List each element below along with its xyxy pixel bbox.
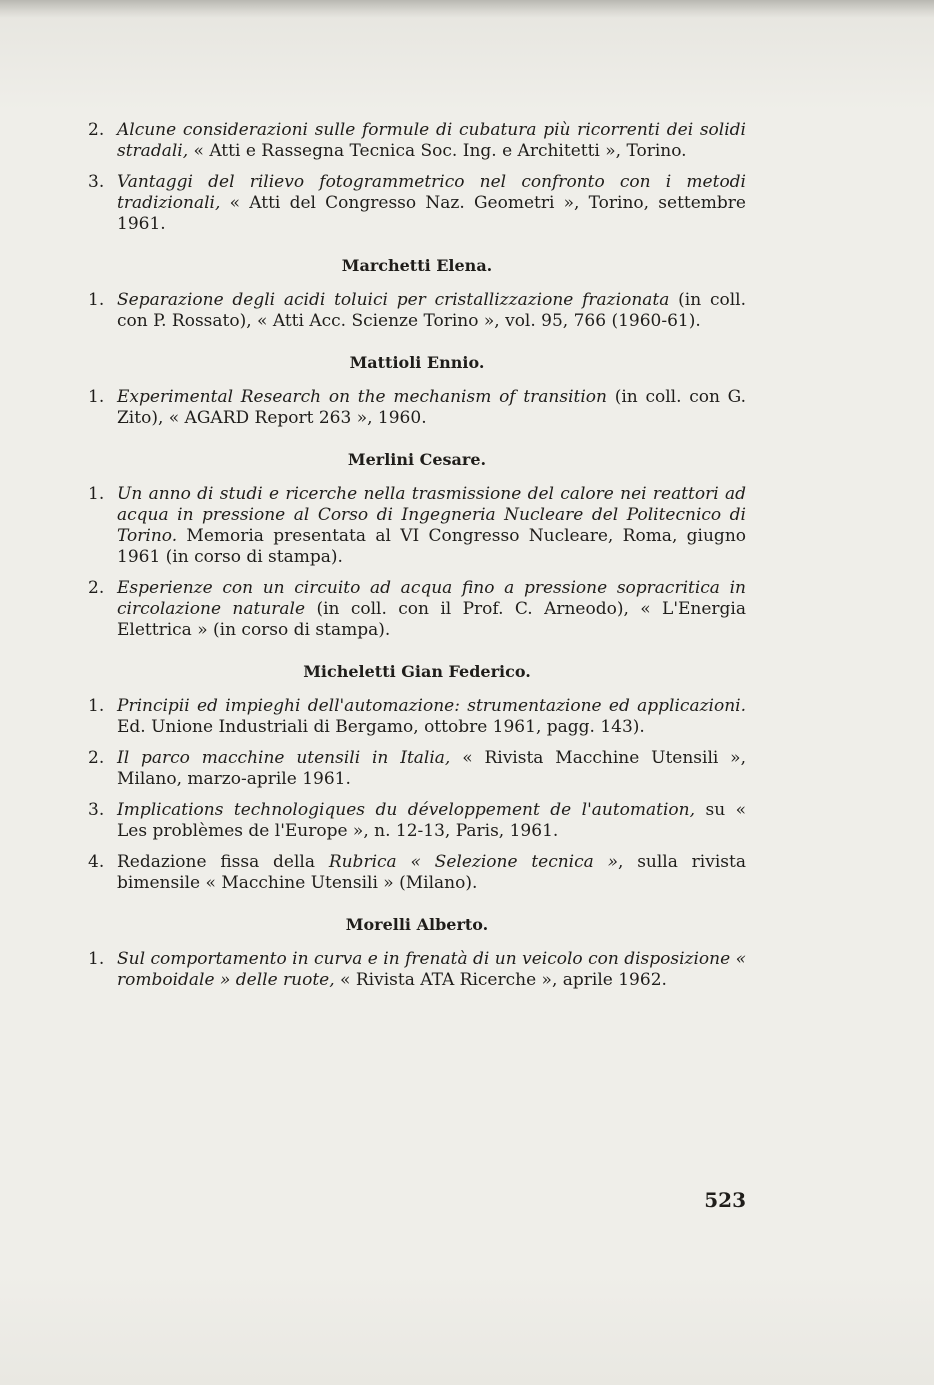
entry-title: Principii ed impieghi dell'automazione: strumentazione ed applicazioni. (117, 696, 746, 716)
entry-title: Un anno di studi e ricerche nella trasmissione del calore nei reattori ad acqua in pressione al Corso di Ingegneria Nucleare del Politecnico di Torino. (117, 484, 746, 546)
author-heading: Micheletti Gian Federico. (303, 662, 531, 681)
entry-details: (in coll. con P. Rossato), « Atti Acc. Scienze Torino », vol. 95, 766 (1960-61). (117, 290, 746, 331)
author-section (88, 120, 746, 235)
entry-number: 3. (88, 172, 105, 192)
author-section (88, 352, 746, 429)
scan-top-edge (0, 0, 934, 18)
bibliography-entry (88, 852, 746, 894)
entry-title: Vantaggi del rilievo fotogrammetrico nel confronto con i metodi tradizionali, (117, 172, 746, 213)
entry-number: 2. (88, 120, 105, 140)
entry-details: Ed. Unione Industriali di Bergamo, ottobre 1961, pagg. 143). (117, 717, 645, 737)
bibliography-entry (88, 290, 746, 332)
bibliography-entry (88, 172, 746, 235)
entry-number: 1. (88, 484, 105, 504)
bibliography-entry (88, 484, 746, 568)
entry-details: su « Les problèmes de l'Europe », n. 12-13, Paris, 1961. (117, 800, 746, 841)
page-number: 523 (704, 1188, 746, 1212)
entry-number: 2. (88, 748, 105, 768)
entry-title: Sul comportamento in curva e in frenatà di un veicolo con disposizione « romboidale » delle ruote, (117, 949, 746, 990)
rubric-name: Rubrica « Selezione tecnica » (328, 852, 618, 872)
bibliography-entry (88, 578, 746, 641)
entry-title: Esperienze con un circuito ad acqua fino a pressione sopracritica in circolazione naturale (117, 578, 746, 619)
entry-title: Implications technologiques du développement de l'automation, (117, 800, 696, 820)
bibliography-entry (88, 748, 746, 790)
bibliography-entry (88, 696, 746, 738)
entry-number: 3. (88, 800, 105, 820)
entry-details: « Atti e Rassegna Tecnica Soc. Ing. e Architetti », Torino. (188, 141, 687, 161)
entry-title: Alcune considerazioni sulle formule di cubatura più ricorrenti dei solidi stradali, (117, 120, 746, 161)
author-section (88, 661, 746, 894)
entry-number: 1. (88, 387, 105, 407)
entry-details: « Rivista Macchine Utensili », Milano, marzo-aprile 1961. (117, 748, 746, 789)
entry-title: Il parco macchine utensili in Italia, (117, 748, 451, 768)
bibliography-entry (88, 387, 746, 429)
entry-number: 1. (88, 949, 105, 969)
entry-details: Redazione fissa della Rubrica « Selezione tecnica », sulla rivista bimensile « Macchine Utensili » (Milano). (117, 852, 746, 893)
entry-number: 1. (88, 290, 105, 310)
bibliography-entry (88, 800, 746, 842)
entry-details: « Rivista ATA Ricerche », aprile 1962. (334, 970, 667, 990)
author-heading: Mattioli Ennio. (349, 353, 485, 372)
entry-details: « Atti del Congresso Naz. Geometri », Torino, settembre 1961. (117, 193, 746, 234)
author-section (88, 914, 746, 991)
sections-container (88, 120, 746, 991)
entry-details: Memoria presentata al VI Congresso Nucleare, Roma, giugno 1961 (in corso di stampa). (117, 526, 746, 567)
entry-number: 2. (88, 578, 105, 598)
entry-title: Separazione degli acidi toluici per cristallizzazione frazionata (117, 290, 670, 310)
author-heading: Morelli Alberto. (345, 915, 489, 934)
bibliography-list (88, 120, 746, 1001)
author-heading: Merlini Cesare. (347, 450, 487, 469)
entry-details: (in coll. con G. Zito), « AGARD Report 263 », 1960. (117, 387, 747, 428)
author-section (88, 449, 746, 641)
author-heading: Marchetti Elena. (341, 256, 493, 275)
entry-number: 4. (88, 852, 105, 872)
author-section (88, 255, 746, 332)
entry-details: (in coll. con il Prof. C. Arneodo), « L'Energia Elettrica » (in corso di stampa). (117, 599, 747, 640)
entry-title: Experimental Research on the mechanism of transition (117, 387, 607, 407)
entry-number: 1. (88, 696, 105, 716)
bibliography-entry (88, 949, 746, 991)
bibliography-entry (88, 120, 746, 162)
